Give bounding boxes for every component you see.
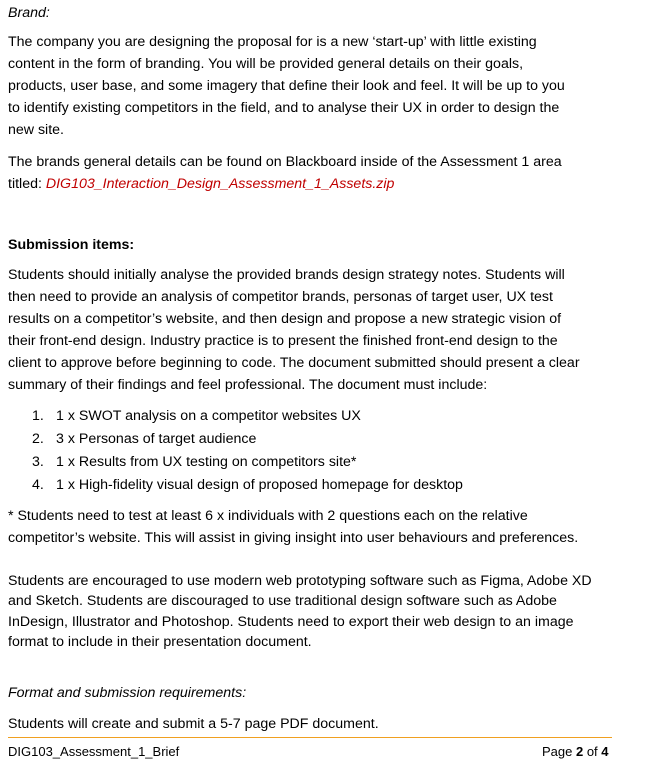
footer-page-number xyxy=(542,743,609,760)
testing-footnote xyxy=(8,505,578,549)
text-line: Students should initially analyse the provided brands design strategy notes. Students will xyxy=(8,267,565,283)
text-line: their front-end design. Industry practice is to present the finished front-end design to the xyxy=(8,333,558,349)
format-text: Students will create and submit a 5-7 page PDF document. xyxy=(8,716,379,732)
submission-heading: Submission items: xyxy=(8,237,135,253)
submission-intro-paragraph xyxy=(8,264,580,396)
text-line: titled: xyxy=(8,176,46,192)
text-line: Students are encouraged to use modern web prototyping software such as Figma, Adobe XD xyxy=(8,573,592,589)
list-text: 1 x SWOT analysis on a competitor websites UX xyxy=(56,408,361,424)
text-line: format to include in their presentation document. xyxy=(8,633,312,650)
text-line: products, user base, and some imagery that define their look and feel. It will be up to you xyxy=(8,78,565,94)
page-current: 2 xyxy=(575,744,584,759)
tools-paragraph xyxy=(8,571,592,652)
brand-heading: Brand: xyxy=(8,5,50,21)
text-line: * Students need to test at least 6 x individuals with 2 questions each on the relative xyxy=(8,508,528,524)
list-text: 1 x High-fidelity visual design of proposed homepage for desktop xyxy=(56,477,463,493)
text-line: client to approve before beginning to code. The document submitted should present a clear xyxy=(8,355,580,371)
list-item xyxy=(32,476,463,499)
text-line: then need to provide an analysis of competitor brands, personas of target user, UX test xyxy=(8,289,553,305)
list-text: 1 x Results from UX testing on competitors site* xyxy=(56,454,357,470)
text-line: content in the form of branding. You will be provided general details on their goals, xyxy=(8,56,524,72)
page-of: of xyxy=(583,744,602,759)
list-number: 3. xyxy=(32,454,44,470)
footer-divider xyxy=(8,737,612,738)
list-text: 3 x Personas of target audience xyxy=(56,431,257,447)
page-total: 4 xyxy=(601,744,609,759)
text-line: summary of their findings and feel professional. The document must include: xyxy=(8,377,488,393)
footer-document-name: DIG103_Assessment_1_Brief xyxy=(8,744,180,759)
brand-assets-paragraph xyxy=(8,151,562,195)
text-line: InDesign, Illustrator and Photoshop. Students need to export their web design to an image xyxy=(8,613,574,630)
text-line: to identify existing competitors in the field, and to analyse their UX in order to design the xyxy=(8,100,560,116)
text-line: The brands general details can be found on Blackboard inside of the Assessment 1 area xyxy=(8,154,562,170)
list-number: 2. xyxy=(32,431,44,447)
text-line: The company you are designing the proposal for is a new ‘start-up’ with little existing xyxy=(8,34,537,50)
brand-paragraph xyxy=(8,31,565,141)
format-heading: Format and submission requirements: xyxy=(8,685,247,701)
list-number: 1. xyxy=(32,408,44,424)
text-line: new site. xyxy=(8,122,64,138)
list-item xyxy=(32,453,463,476)
text-line: results on a competitor’s website, and then design and propose a new strategic vision of xyxy=(8,311,562,327)
list-number: 4. xyxy=(32,477,44,493)
submission-items-list xyxy=(32,407,463,499)
list-item xyxy=(32,407,463,430)
list-item xyxy=(32,430,463,453)
asset-file-name: DIG103_Interaction_Design_Assessment_1_Assets.zip xyxy=(45,176,395,192)
text-line: and Sketch. Students are discouraged to use traditional design software such as Adobe xyxy=(8,593,557,610)
page-word: Page xyxy=(542,744,576,759)
text-line: competitor’s website. This will assist in giving insight into user behaviours and preferences. xyxy=(8,530,579,546)
